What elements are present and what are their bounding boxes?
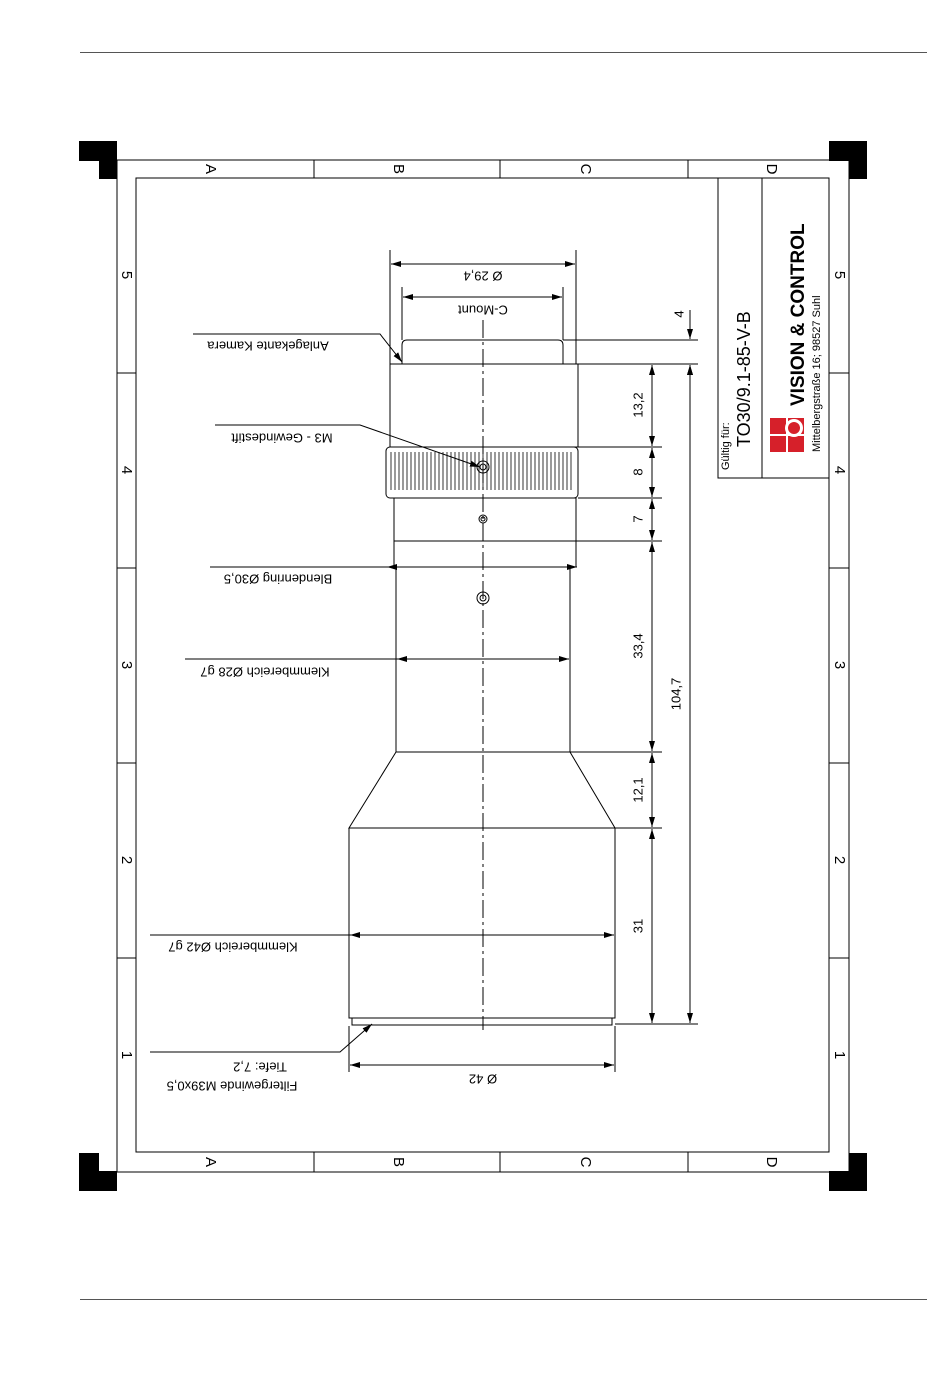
mount-body [390,364,578,447]
label-filter-thread: Filtergewinde M39x0,5 [166,1078,298,1094]
dim-flange: 4 [671,310,687,318]
dim-seg-mount: 13,2 [630,392,646,418]
dim-seg-ring: 8 [630,468,646,476]
corner-mark-top-left [79,141,117,179]
grid-col-top-c: C [577,163,595,175]
dim-seg-collar: 7 [630,515,646,523]
grid-col-bottom-a: A [202,1156,220,1168]
title-block [718,178,829,478]
grid-row-left-4: 4 [118,465,136,475]
iris-ring [394,541,576,567]
grid-row-left-1: 1 [118,1050,136,1060]
label-clamp-large: Klemmbereich Ø42 g7 [168,939,298,955]
company-name: VISION & CONTROL [788,223,809,406]
knurling [391,452,571,490]
grid-col-top-b: B [390,163,408,175]
grid-row-right-2: 2 [831,855,849,865]
grid-col-bottom-d: D [763,1156,781,1168]
horizontal-dimensions [349,250,615,1072]
grid-row-right-1: 1 [831,1050,849,1060]
company-logo-icon [770,418,804,452]
grid-col-top-d: D [763,163,781,175]
cone-section [349,752,615,828]
dim-diameter-top: Ø 29,4 [463,268,503,284]
dim-seg-clamp-small: 33,4 [630,633,646,659]
filter-thread [352,1018,612,1025]
dim-total-length: 104,7 [668,677,684,711]
dim-diameter-bottom: Ø 42 [468,1071,498,1087]
label-iris-ring: Blendenring Ø30,5 [223,571,333,587]
valid-for-label: Gültig für: [720,422,732,470]
label-set-screw: M3 - Gewindestift [231,430,333,446]
dim-seg-cone: 12,1 [630,777,646,803]
product-code: TO30/9.1-85-V-B [734,311,754,447]
grid-col-bottom-b: B [390,1156,408,1168]
label-filter-depth: Tiefe: 7,2 [233,1059,287,1075]
grid-row-right-4: 4 [831,465,849,475]
grid-row-right-5: 5 [831,270,849,280]
clamp-section-large [349,828,615,1018]
dim-seg-clamp-large: 31 [630,918,646,934]
grid-row-right-3: 3 [831,660,849,670]
dim-c-mount: C-Mount [458,302,508,318]
grid-row-left-2: 2 [118,855,136,865]
company-address: Mittelbergstraße 16; 98527 Suhl [811,295,823,452]
label-clamp-small: Klemmbereich Ø28 g7 [200,664,330,680]
corner-marks [79,141,867,1191]
grid-row-left-3: 3 [118,660,136,670]
lens-body [349,340,615,1025]
grid-col-top-a: A [202,163,220,175]
corner-mark-bottom-left [79,1153,117,1191]
grid-row-left-5: 5 [118,270,136,280]
label-mount-face: Anlagekante Kamera [207,338,329,354]
grid-col-bottom-c: C [577,1156,595,1168]
